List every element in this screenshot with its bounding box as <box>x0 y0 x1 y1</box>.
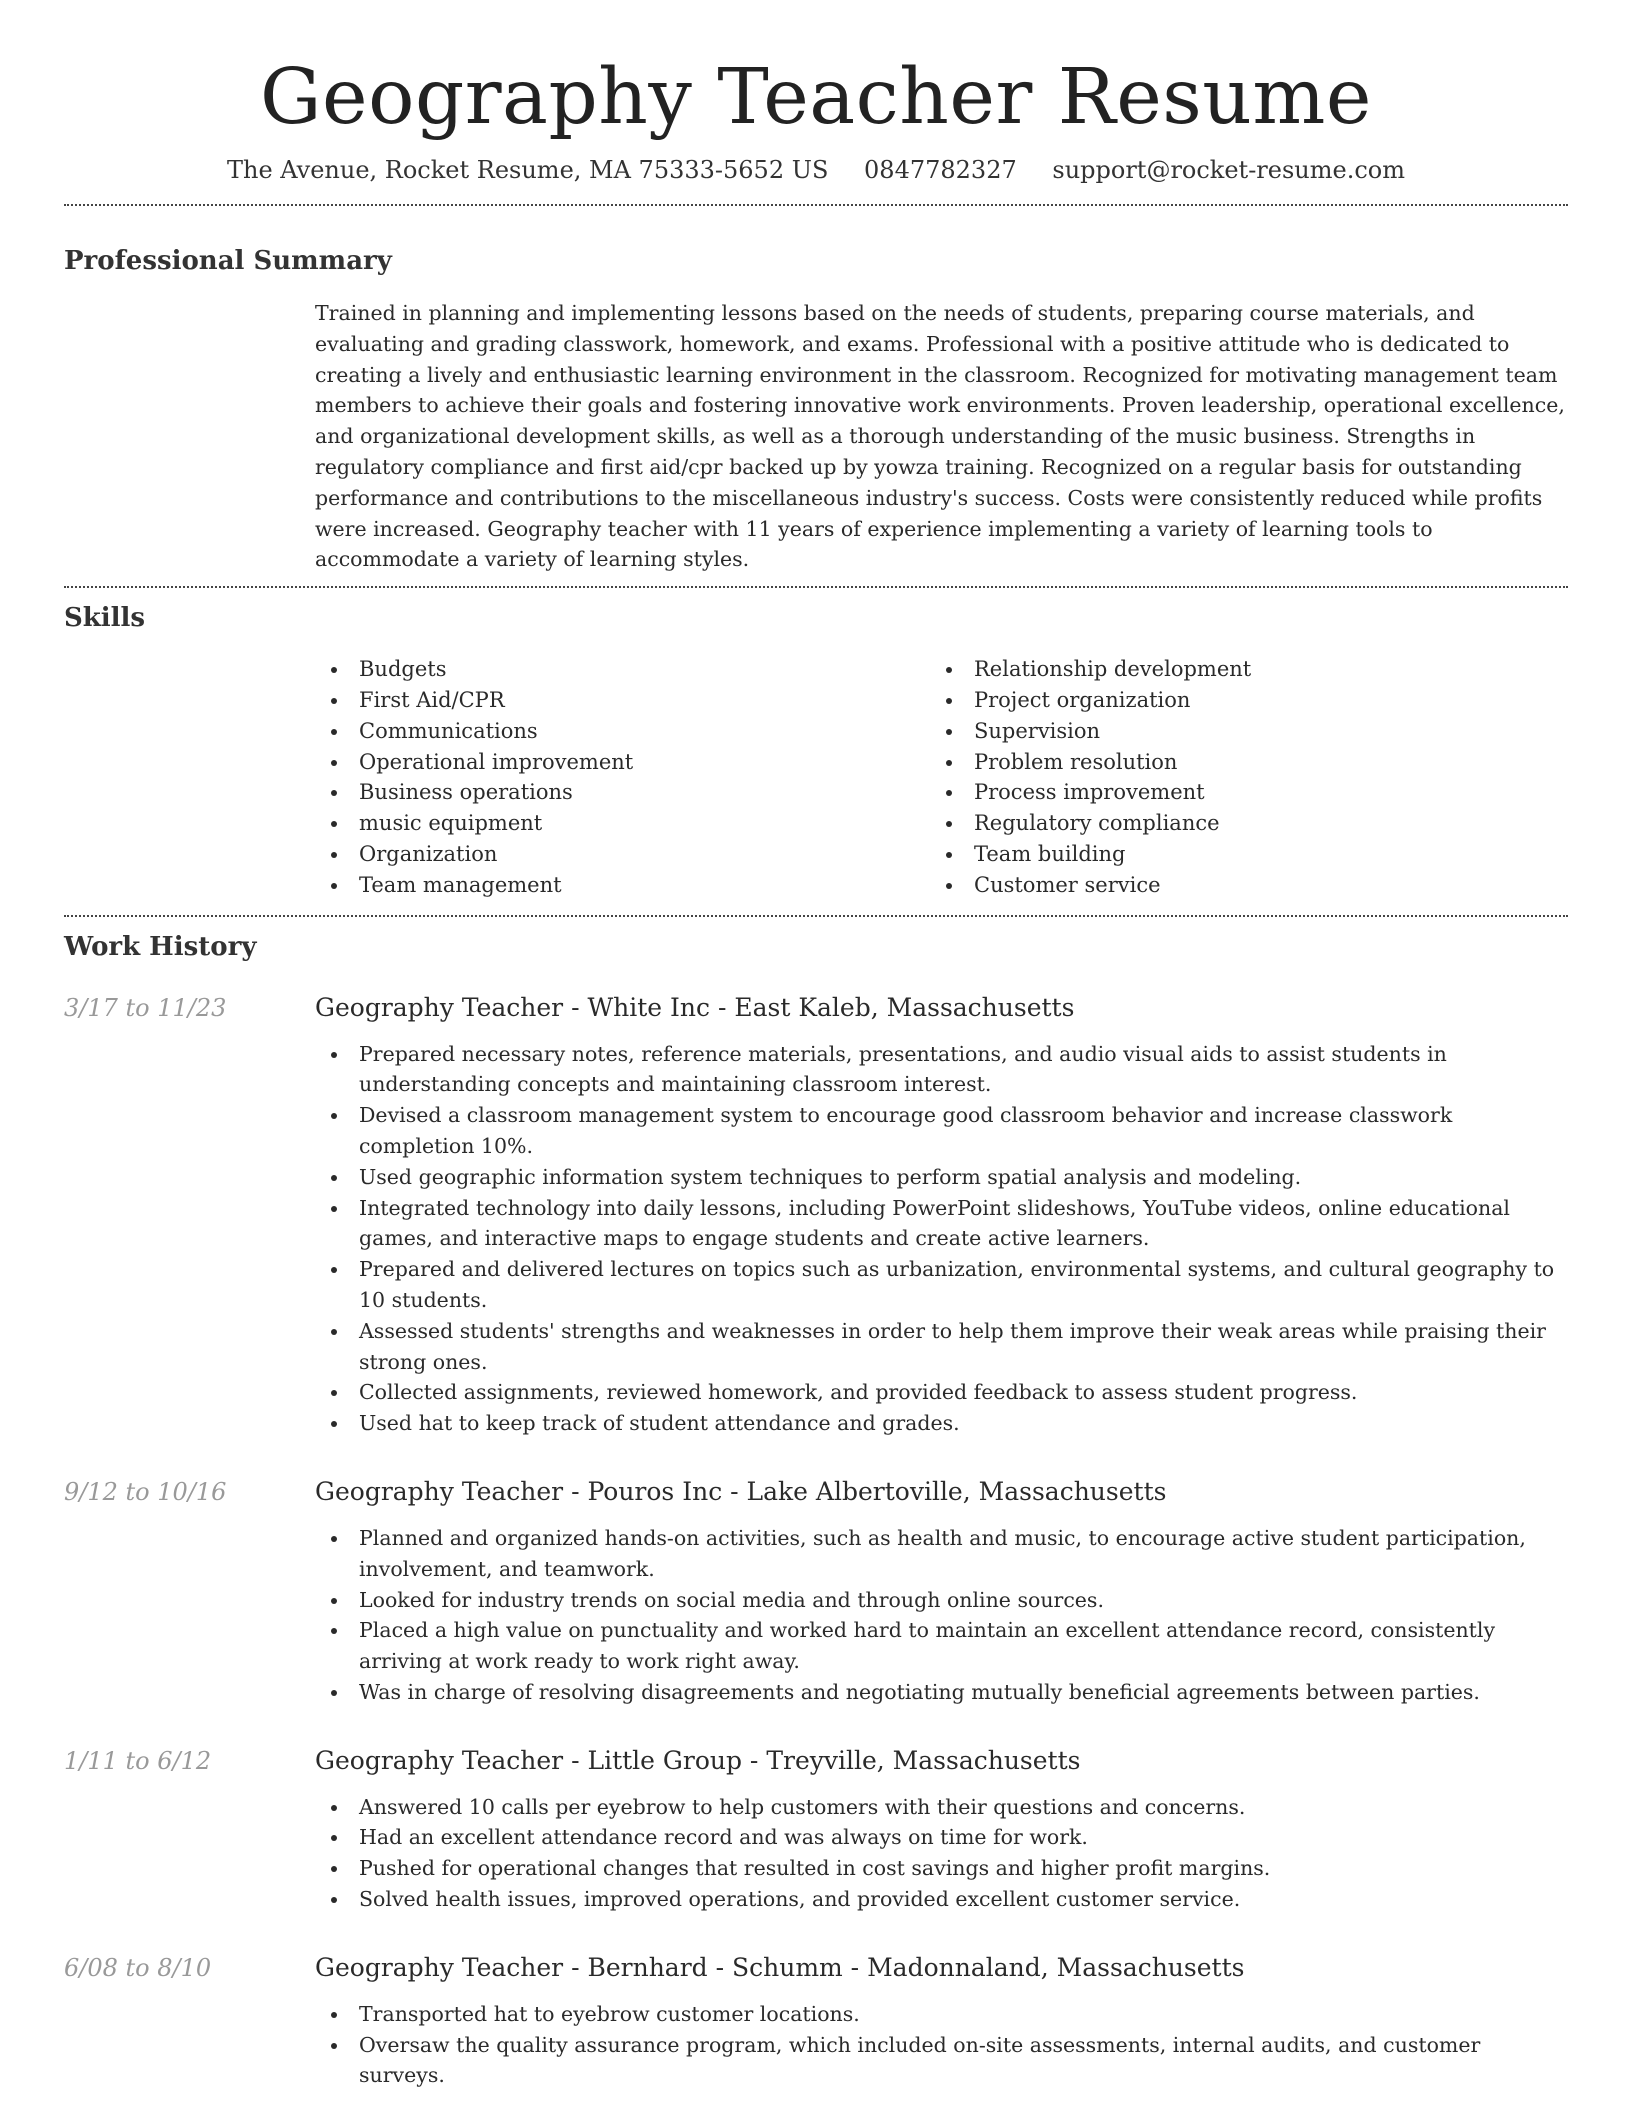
contact-address: The Avenue, Rocket Resume, MA 75333-5652 US <box>226 156 829 184</box>
skills-columns <box>315 654 1568 900</box>
skill-item: Regulatory compliance <box>930 808 1545 839</box>
summary-divider <box>64 586 1568 588</box>
header-divider <box>64 204 1568 206</box>
summary-text: Trained in planning and implementing lessons based on the needs of students, preparing course materials, and evaluating and grading classwork, homework, and exams. Professional with a positive attitude who is dedicated to creating a lively and enthusiastic learning environment in the classroom. Recognized for motivating management team members to achieve their goals and fostering innovative work environments. Proven leadership, operational excellence, and organizational development skills, as well as a thorough understanding of the music business. Strengths in regulatory compliance and first aid/cpr backed up by yowza training. Recognized on a regular basis for outstanding performance and contributions to the miscellaneous industry's success. Costs were consistently reduced while profits were increased. Geography teacher with 11 years of experience implementing a variety of learning tools to accommodate a variety of learning styles. <box>315 301 1565 572</box>
job-bullet: Devised a classroom management system to encourage good classroom behavior and increase classwork completion 10%. <box>315 1100 1568 1162</box>
skill-item: Relationship development <box>930 654 1545 685</box>
skill-item: Operational improvement <box>315 747 930 778</box>
job-spacer <box>64 1999 315 2091</box>
job-body <box>64 1523 1568 1708</box>
job-spacer <box>64 1039 315 1439</box>
job-bullets <box>315 1999 1568 2091</box>
job-bullet: Answered 10 calls per eyebrow to help customers with their questions and concerns. <box>315 1792 1568 1823</box>
job-date: 9/12 to 10/16 <box>64 1477 227 1506</box>
job-bullet: Oversaw the quality assurance program, which included on-site assessments, internal audits, and customer surveys. <box>315 2030 1568 2092</box>
job-bullets <box>315 1792 1568 1915</box>
job-entry <box>64 1745 1568 1915</box>
skills-divider <box>64 915 1568 917</box>
job-bullet: Assessed students' strengths and weaknesses in order to help them improve their weak areas while praising their strong ones. <box>315 1316 1568 1378</box>
job-title: Geography Teacher - Pouros Inc - Lake Albertoville, Massachusetts <box>315 1476 1167 1506</box>
job-date: 6/08 to 8/10 <box>64 1953 212 1982</box>
job-title: Geography Teacher - Little Group - Treyville, Massachusetts <box>315 1745 1081 1775</box>
contact-line <box>64 152 1568 204</box>
job-bullet: Used hat to keep track of student attendance and grades. <box>315 1408 1568 1439</box>
work-heading: Work History <box>64 931 257 962</box>
job-bullet: Used geographic information system techniques to perform spatial analysis and modeling. <box>315 1162 1568 1193</box>
skills-list-right <box>930 654 1545 900</box>
job-header <box>64 1952 1568 1984</box>
job-bullet: Prepared necessary notes, reference materials, presentations, and audio visual aids to assist students in understanding concepts and maintaining classroom interest. <box>315 1039 1568 1101</box>
contact-phone: 0847782327 <box>864 156 1017 184</box>
job-body <box>64 1999 1568 2091</box>
skill-item: Process improvement <box>930 777 1545 808</box>
job-bullets <box>315 1039 1568 1439</box>
job-bullets <box>315 1523 1568 1708</box>
skill-item: Team management <box>315 870 930 901</box>
resume-title: Geography Teacher Resume <box>260 53 1372 142</box>
skills-spacer <box>64 654 315 900</box>
job-bullet: Pushed for operational changes that resulted in cost savings and higher profit margins. <box>315 1853 1568 1884</box>
work-jobs <box>64 992 1568 2092</box>
summary-heading: Professional Summary <box>64 246 392 276</box>
summary-spacer <box>64 298 315 575</box>
job-spacer <box>64 1523 315 1708</box>
skills-list-left <box>315 654 930 900</box>
job-bullet: Transported hat to eyebrow customer locations. <box>315 1999 1568 2030</box>
job-header <box>64 992 1568 1024</box>
job-bullet: Looked for industry trends on social media and through online sources. <box>315 1585 1568 1616</box>
job-bullet: Planned and organized hands-on activities, such as health and music, to encourage active student participation, involvement, and teamwork. <box>315 1523 1568 1585</box>
skill-item: Supervision <box>930 716 1545 747</box>
job-bullet: Collected assignments, reviewed homework, and provided feedback to assess student progress. <box>315 1377 1568 1408</box>
skill-item: music equipment <box>315 808 930 839</box>
skill-item: Problem resolution <box>930 747 1545 778</box>
job-body <box>64 1039 1568 1439</box>
skill-item: Business operations <box>315 777 930 808</box>
skill-item: Customer service <box>930 870 1545 901</box>
job-header <box>64 1745 1568 1777</box>
job-header <box>64 1476 1568 1508</box>
job-bullet: Was in charge of resolving disagreements and negotiating mutually beneficial agreements between parties. <box>315 1677 1568 1708</box>
job-date: 3/17 to 11/23 <box>64 993 227 1022</box>
job-entry <box>64 1476 1568 1708</box>
skill-item: First Aid/CPR <box>315 685 930 716</box>
job-bullet: Prepared and delivered lectures on topics such as urbanization, environmental systems, and cultural geography to 10 students. <box>315 1254 1568 1316</box>
job-title: Geography Teacher - Bernhard - Schumm - Madonnaland, Massachusetts <box>315 1952 1245 1982</box>
job-entry <box>64 1952 1568 2091</box>
skill-item: Organization <box>315 839 930 870</box>
job-date: 1/11 to 6/12 <box>64 1746 212 1775</box>
skill-item: Communications <box>315 716 930 747</box>
job-bullet: Integrated technology into daily lessons, including PowerPoint slideshows, YouTube videos, online educational games, and interactive maps to engage students and create active learners. <box>315 1193 1568 1255</box>
work-section <box>64 930 1568 2092</box>
skill-item: Team building <box>930 839 1545 870</box>
job-bullet: Placed a high value on punctuality and worked hard to maintain an excellent attendance record, consistently arriving at work ready to work right away. <box>315 1615 1568 1677</box>
summary-row <box>64 298 1568 575</box>
summary-section <box>64 244 1568 575</box>
skills-section <box>64 601 1568 900</box>
job-entry <box>64 992 1568 1439</box>
contact-email: support@rocket-resume.com <box>1052 156 1405 184</box>
job-bullet: Solved health issues, improved operations, and provided excellent customer service. <box>315 1884 1568 1915</box>
job-spacer <box>64 1792 315 1915</box>
skills-heading: Skills <box>64 603 146 634</box>
job-bullet: Had an excellent attendance record and was always on time for work. <box>315 1822 1568 1853</box>
skills-row <box>64 654 1568 900</box>
job-body <box>64 1792 1568 1915</box>
job-title: Geography Teacher - White Inc - East Kaleb, Massachusetts <box>315 992 1075 1022</box>
skill-item: Budgets <box>315 654 930 685</box>
skill-item: Project organization <box>930 685 1545 716</box>
